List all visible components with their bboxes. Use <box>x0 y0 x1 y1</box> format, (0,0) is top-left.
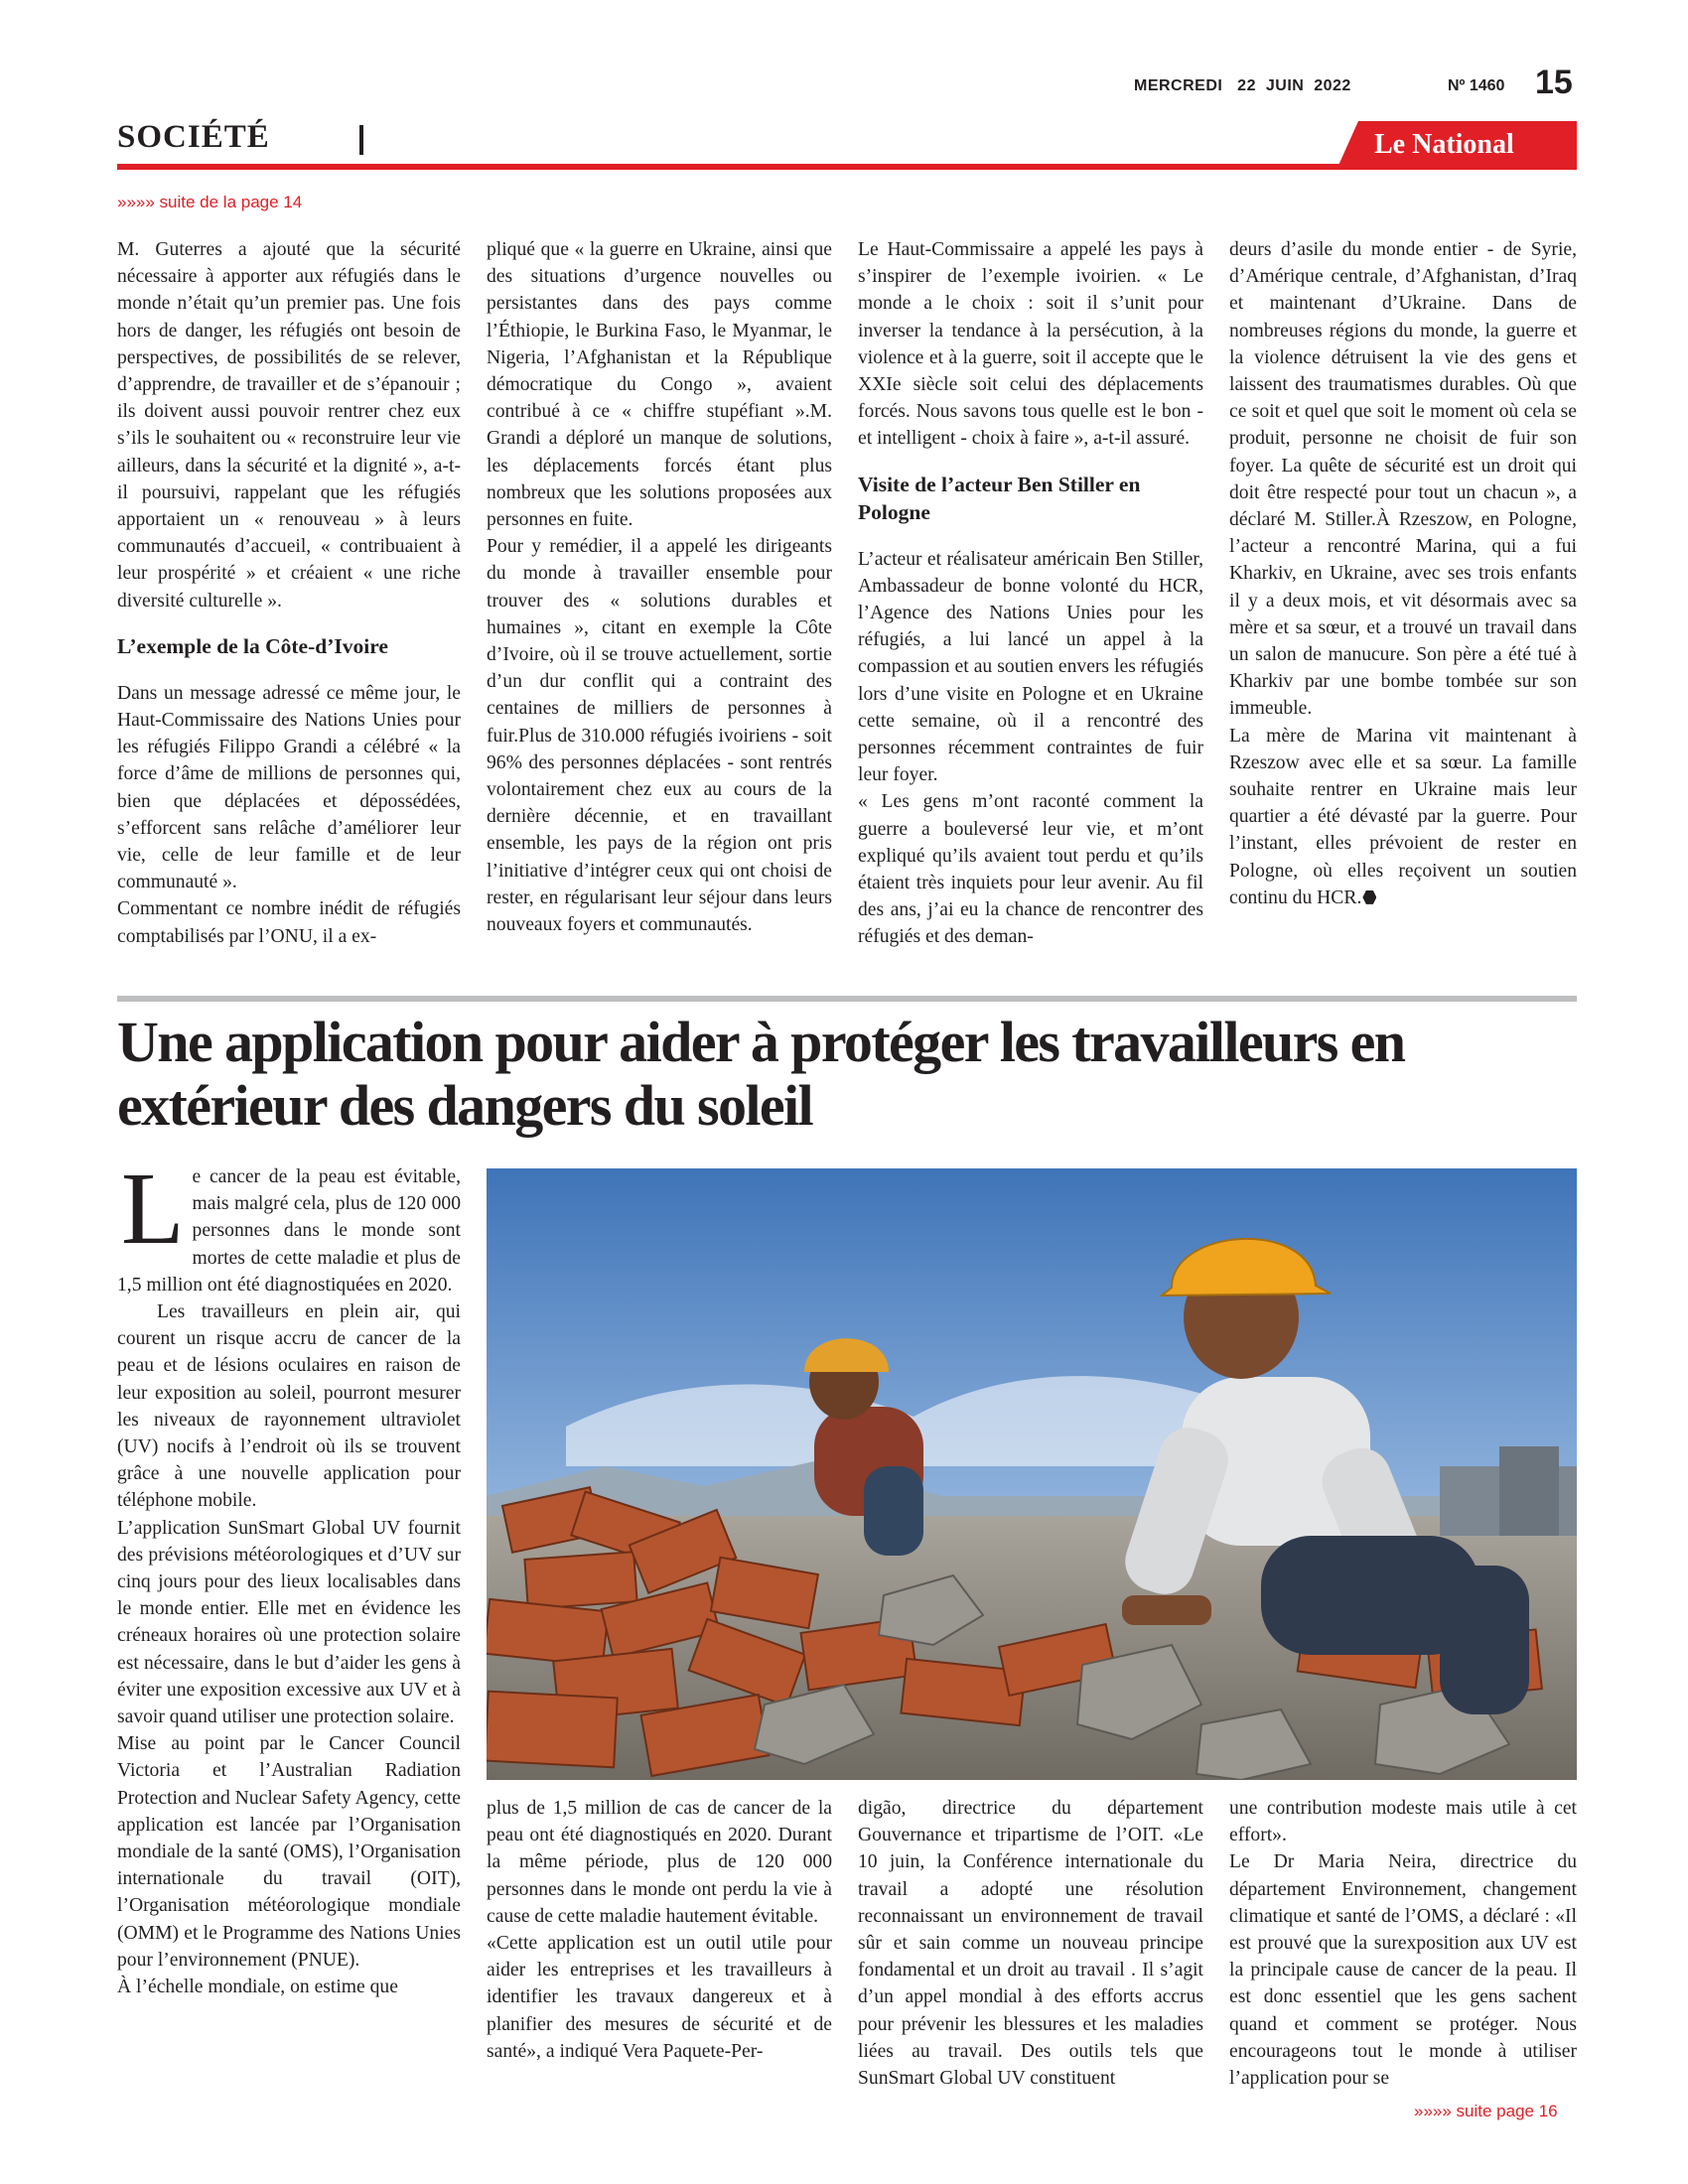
paragraph: L’acteur et réalisateur américain Ben Stiller, Ambassadeur de bonne volonté du HCR, l’Agence des Nations Unies pour les réfugiés, a lui lancé un appel à la compassion et au soutien envers les réfugiés lors d’une visite en Pologne et en Ukraine cette semaine, où il a rencontré des personnes récemment contraintes de fuir leur foyer. <box>858 548 1203 786</box>
article-divider <box>117 996 1577 1002</box>
paragraph: À l’échelle mondiale, on estime que <box>117 1977 398 1998</box>
paragraph: L’application SunSmart Global UV fournit des prévisions météorologiques et d’UV sur cinq jours pour des lieux localisables dans le monde entier. Elle met en évidence les créneaux horaires où une protection solaire est nécessaire, dans le but d’aider les gens à éviter une exposition excessive aux UV et à savoir quand utiliser une protection solaire. <box>117 1517 461 1728</box>
page-number: 15 <box>1535 64 1573 101</box>
paragraph: Pour y remédier, il a appelé les dirigeants du monde à travailler ensemble pour trouver des « solutions durables et humaines », citant en exemple la Côte d’Ivoire, où il se trouve actuellement, sortie d’un dur conflit qui a contraint des centaines de milliers de personnes à fuir.Plus de 310.000 réfugiés ivoiriens - soit 96% des personnes déplacées - sont rentrés volontairement chez eux au cours de la dernière décennie, et en travaillant ensemble, les pays de la région ont pris l’initiative d’intégrer ceux qui ont choisi de rester, en régularisant leur séjour dans leurs nouveaux foyers et communautés. <box>487 536 832 936</box>
article2-column-3 <box>858 1795 1203 2092</box>
section-title: SOCIÉTÉ <box>117 119 270 155</box>
article-headline: Une application pour aider à protéger les travailleurs en extérieur des dangers du soleil <box>117 1010 1405 1138</box>
paragraph: Mise au point par le Cancer Council Victoria et l’Australian Radiation Protection and Nuclear Safety Agency, cette application est lancée par l’Organisation mondiale de la santé (OMS), l’Organisation internationale du travail (OIT), l’Organisation météorologique mondiale (OMM) et le Programme des Nations Unies pour l’environnement (PNUE). <box>117 1733 461 1971</box>
paragraph: « Les gens m’ont raconté comment la guerre a bouleversé leur vie, et m’ont expliqué qu’ils avaient tout perdu et qu’ils étaient très inquiets pour leur avenir. Au fil des ans, j’ai eu la chance de rencontrer des réfugiés et des deman- <box>858 791 1203 948</box>
article-end-icon <box>1362 890 1376 904</box>
issue-date: MERCREDI 22 JUIN 2022 <box>1134 77 1351 94</box>
paragraph: plus de 1,5 million de cas de cancer de la peau ont été diagnostiqués en 2020. Durant la même période, plus de 120 000 personnes dans le monde ont perdu la vie à cause de cette maladie hautement évitable. <box>487 1798 832 1927</box>
paragraph-text: La mère de Marina vit maintenant à Rzeszow avec elle et sa sœur. La famille souhaite rentrer en Ukraine mais leur quartier a été dévasté par la guerre. Pour l’instant, elles prévoient de rester en Pologne, où elles reçoivent un soutien continu du HCR. <box>1229 725 1577 908</box>
brand-name: Le National <box>1374 129 1514 160</box>
paragraph: Les travailleurs en plein air, qui courent un risque accru de cancer de la peau et de lésions oculaires en raison de leur exposition au soleil, pourront mesurer les niveaux de rayonnement ultraviolet (UV) nocifs à l’endroit où ils se trouvent grâce à une nouvelle application pour téléphone mobile. <box>117 1301 461 1512</box>
paragraph: Le Dr Maria Neira, directrice du département Environnement, changement climatique et santé de l’OMS, a déclaré : «Il est prouvé que la surexposition aux UV est la principale cause de cancer de la peau. Il est donc essentiel que les gens sachent quand et comment se protéger. Nous encourageons tout le monde à utiliser l’application pour se <box>1229 1851 1577 2090</box>
continued-to-link[interactable]: »»»» suite page 16 <box>1414 2102 1558 2120</box>
section-divider <box>359 125 363 155</box>
paragraph <box>1229 723 1577 911</box>
paragraph: deurs d’asile du monde entier - de Syrie, d’Amérique centrale, d’Afghanistan, d’Iraq et maintenant d’Ukraine. Dans de nombreuses régions du monde, la guerre et la violence détruisent la vie des gens et laissent des traumatismes durables. Où que ce soit et quel que soit le moment où cela se produit, personne ne choisit de fuir son foyer. La quête de sécurité est un droit qui doit être respecté pour tout un chacun », a déclaré M. Stiller.À Rzeszow, en Pologne, l’acteur a rencontré Marina, qui a fui Kharkiv, en Ukraine, avec ses trois enfants il y a deux mois, et vit désormais avec sa mère et sa sœur, et a trouvé un travail dans un salon de manucure. Son père a été tué à Kharkiv par une bombe tombée sur son immeuble. <box>1229 239 1577 720</box>
paragraph: une contribution modeste mais utile à cet effort». <box>1229 1798 1577 1846</box>
article-photo <box>487 1168 1577 1780</box>
article1-column-1 <box>117 236 461 950</box>
paragraph: pliqué que « la guerre en Ukraine, ainsi que des situations d’urgence nouvelles ou persistantes dans des pays comme l’Éthiopie, le Burkina Faso, le Myanmar, le Nigeria, l’Afghanistan et la République démocratique du Congo », avaient contribué à ce « chiffre stupéfiant ».M. Grandi a déploré un manque de solutions, les déplacements forcés étant plus nombreux que les solutions proposées aux personnes en fuite. <box>487 239 832 531</box>
drop-cap: L <box>121 1152 185 1266</box>
article2-column-2 <box>487 1795 832 2065</box>
paragraph: M. Guterres a ajouté que la sécurité nécessaire à apporter aux réfugiés dans le monde n’était qu’un premier pas. Une fois hors de danger, les réfugiés ont besoin de perspectives, de possibilités de se relever, d’apprendre, de travailler et de s’épanouir ; ils doivent aussi pouvoir rentrer chez eux s’ils le souhaitent ou « reconstruire leur vie ailleurs, dans la sécurité et la dignité », a-t-il poursuivi, rappelant que les réfugiés apportaient un « renouveau » à leurs communautés d’accueil, « contribuaient à leur prospérité » et créaient « une riche diversité culturelle ». <box>117 239 461 612</box>
article1-column-4 <box>1229 236 1577 911</box>
paragraph: Dans un message adressé ce même jour, le Haut-Commissaire des Nations Unies pour les réfugiés Filippo Grandi a célébré « la force d’âme de millions de personnes qui, bien que déplacées et dépossédées, s’efforcent sans relâche d’améliorer leur vie, celle de leur famille et de leur communauté ». <box>117 682 461 893</box>
subheading: Visite de l’acteur Ben Stiller en Pologne <box>858 472 1141 524</box>
paragraph: Le Haut-Commissaire a appelé les pays à s’inspirer de l’exemple ivoirien. « Le monde a le choix : soit il s’unit pour inverser la tendance à la persécution, à la violence et à la guerre, soit il accepte que le XXIe siècle soit celui des déplacements forcés. Nous savons tous quelle est le bon - et intelligent - choix à faire », a-t-il assuré. <box>858 239 1203 450</box>
article2-column-4 <box>1229 1795 1577 2092</box>
issue-number: Nº 1460 <box>1448 77 1505 94</box>
article1-column-2 <box>487 236 832 938</box>
paragraph-text: e cancer de la peau est évitable, mais malgré cela, plus de 120 000 personnes dans le monde sont mortes de cette maladie et plus de 1,5 million ont été diagnostiquées en 2020. <box>117 1166 461 1296</box>
subheading: L’exemple de la Côte-d’Ivoire <box>117 633 388 658</box>
article2-column-1 <box>117 1152 461 2000</box>
article1-column-3 <box>858 236 1203 951</box>
paragraph: digão, directrice du département Gouvernance et tripartisme de l’OIT. «Le 10 juin, la Conférence internationale du travail a adopté une résolution reconnaissant un environnement de travail sûr et sain comme un nouveau principe fondamental et un droit au travail . Il s’agit d’un appel mondial à des efforts accrus pour prévenir les blessures et les maladies liées au travail. Des outils tels que SunSmart Global UV constituent <box>858 1798 1203 2090</box>
paragraph: «Cette application est un outil utile pour aider les entreprises et les travailleurs à identifier les travaux dangereux et à planifier des mesures de sécurité et de santé», a indiqué Vera Paquete-Per- <box>487 1933 832 2062</box>
paragraph: Commentant ce nombre inédit de réfugiés comptabilisés par l’ONU, il a ex- <box>117 898 461 947</box>
continued-from-link[interactable]: »»»» suite de la page 14 <box>117 193 303 211</box>
paragraph <box>117 1152 461 1298</box>
